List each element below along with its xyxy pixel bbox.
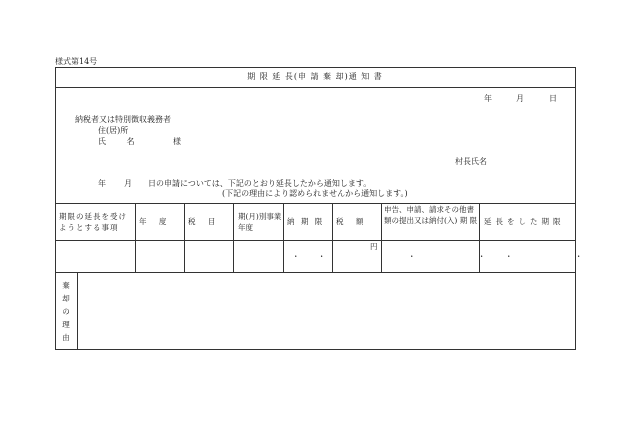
document-title: 期 限 延 長(申 請 棄 却)通 知 書 bbox=[247, 72, 383, 81]
header-tax-item: 税 目 bbox=[188, 217, 221, 226]
honorific: 様 bbox=[173, 137, 181, 146]
filing-date-dots: ・ ・ bbox=[408, 252, 516, 261]
table-row-bottom bbox=[55, 272, 576, 273]
header-amount: 税 額 bbox=[336, 217, 369, 226]
header-due: 納 期 限 bbox=[287, 217, 325, 226]
header-extended: 延長をした期限 bbox=[484, 217, 565, 226]
body-parenthetical: (下記の理由により認められませんから通知します。) bbox=[222, 189, 408, 198]
body-text: 日の申請については、下記のとおり延長したから通知します。 bbox=[148, 179, 372, 188]
col-divider-2 bbox=[184, 203, 185, 272]
form-frame bbox=[55, 67, 576, 350]
name-label: 氏 名 bbox=[98, 137, 144, 146]
table-top-line bbox=[55, 203, 576, 204]
due-date-dots: ・ ・ bbox=[292, 252, 334, 261]
body-year: 年 bbox=[98, 179, 106, 188]
date-month-label: 月 bbox=[516, 94, 524, 103]
date-day-label: 日 bbox=[549, 94, 557, 103]
title-divider bbox=[55, 87, 576, 88]
date-year-label: 年 bbox=[484, 94, 492, 103]
header-filing: 申告、申請、請求その他書類の提出又は納付(入) 期 限 bbox=[384, 205, 478, 225]
address-label: 住(居)所 bbox=[98, 126, 129, 135]
addressee-heading: 納税者又は特別徴収義務者 bbox=[75, 115, 171, 124]
body-month: 月 bbox=[124, 179, 132, 188]
header-subject: 期限の延長を受けようとする事項 bbox=[59, 212, 127, 232]
form-number: 様式第14号 bbox=[55, 57, 98, 66]
table-header-bottom bbox=[55, 240, 576, 241]
col-divider-3 bbox=[233, 203, 234, 272]
header-period: 期(月)別事業年度 bbox=[238, 212, 282, 232]
col-divider-1 bbox=[135, 203, 136, 272]
header-year: 年 度 bbox=[139, 217, 172, 226]
col-divider-4 bbox=[283, 203, 284, 272]
mayor-name-label: 村長氏名 bbox=[455, 157, 487, 166]
extended-date-dots: ・ ・ bbox=[505, 252, 613, 261]
reason-divider bbox=[77, 272, 78, 350]
rejection-reason-label: 棄 却 の 理 由 bbox=[62, 281, 70, 342]
amount-unit: 円 bbox=[370, 242, 378, 251]
col-divider-6 bbox=[381, 203, 382, 272]
